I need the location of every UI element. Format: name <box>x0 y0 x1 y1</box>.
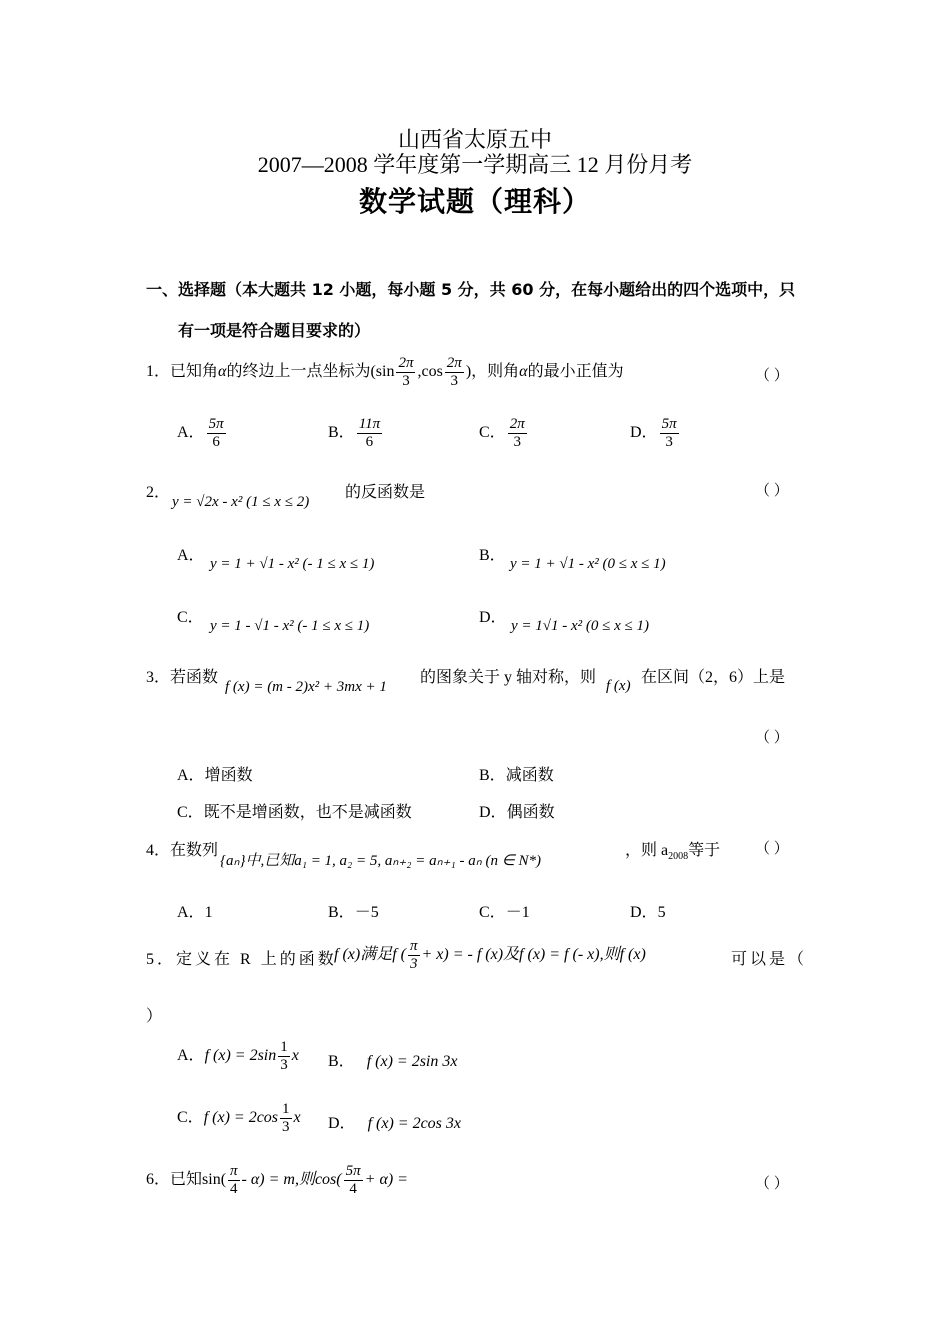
fraction-denominator: 4 <box>230 1181 238 1197</box>
question-text: 的最小正值为 <box>527 363 624 381</box>
fraction-numerator: π <box>409 938 418 954</box>
question-3-text-end: 在区间（2，6）上是 <box>641 669 786 686</box>
option-label: C． <box>479 904 506 921</box>
option-label: D． <box>630 424 658 442</box>
option-a-expr: y = 1 + √1 - x² (- 1 ≤ x ≤ 1) <box>210 556 375 572</box>
math-symbol: α <box>218 363 227 381</box>
fraction <box>445 356 464 389</box>
math-expr: f (x)满足f ( <box>334 946 406 964</box>
question-5 <box>146 946 337 969</box>
question-3 <box>146 664 218 687</box>
question-number: 3． <box>146 669 171 686</box>
question-text: 的终边上一点坐标为 <box>226 363 371 381</box>
option-a <box>177 762 253 785</box>
question-5-text-end: 可以是（ <box>731 951 808 968</box>
question-4-expr: {aₙ}中,已知a₁ = 1, a₂ = 5, aₙ₊₂ = aₙ₊₁ - aₙ (n ∈ N*) <box>220 853 542 869</box>
page-title: 数学试题（理科） <box>358 187 591 218</box>
option-d-label: D． <box>479 609 507 626</box>
fraction-numerator: 2π <box>509 416 525 432</box>
option-d <box>479 799 555 822</box>
math-expr: f (x) = 2sin 3x <box>366 1053 458 1070</box>
question-text: 已知角 <box>170 363 219 381</box>
option-b <box>328 417 384 450</box>
math-expr: f (x) = 2cos <box>203 1109 279 1127</box>
question-2-expr: y = √2x - x² (1 ≤ x ≤ 2) <box>172 494 310 510</box>
option-label: A． <box>177 767 205 784</box>
option-a <box>177 899 213 922</box>
question-5-expr <box>334 939 646 972</box>
fraction-denominator: 4 <box>349 1181 357 1197</box>
fraction-numerator: 5π <box>661 416 677 432</box>
option-c-label: C． <box>177 609 204 626</box>
option-text: －5 <box>354 904 379 921</box>
fraction-numerator: 2π <box>446 355 462 371</box>
option-d <box>630 899 666 922</box>
option-text: 减函数 <box>505 767 554 784</box>
question-text: ，则 a <box>625 842 669 859</box>
option-label: B． <box>328 424 355 442</box>
question-text: ，则角 <box>471 363 520 381</box>
question-2-text: 的反函数是 <box>345 484 426 501</box>
option-label: D． <box>479 804 507 821</box>
option-a <box>177 1040 299 1073</box>
option-c <box>177 1102 301 1135</box>
question-6 <box>146 1164 408 1197</box>
math-expr: x <box>293 1109 301 1127</box>
question-4-text <box>625 837 720 862</box>
math-expr: (sin <box>370 363 395 381</box>
fraction-denominator: 3 <box>280 1057 288 1073</box>
option-d-expr: y = 1√1 - x² (0 ≤ x ≤ 1) <box>511 618 650 634</box>
fraction-numerator: 2π <box>398 355 414 371</box>
option-text: 5 <box>657 904 666 921</box>
fraction-numerator: 1 <box>282 1101 290 1117</box>
option-text: 既不是增函数，也不是减函数 <box>203 804 412 821</box>
fraction <box>408 939 420 972</box>
fraction-denominator: 3 <box>409 956 418 972</box>
answer-blank: （ ） <box>755 368 789 384</box>
option-b <box>328 1048 457 1071</box>
question-text: 在数列 <box>170 842 219 859</box>
math-expr: ) <box>465 363 472 381</box>
question-text: 定义在 R 上的函数 <box>176 951 337 968</box>
math-symbol: α <box>519 363 528 381</box>
fraction-denominator: 3 <box>402 373 410 389</box>
fraction <box>278 1040 290 1073</box>
math-expr: + α) = <box>364 1171 408 1189</box>
option-b <box>328 899 379 922</box>
math-expr: f (x) = 2cos 3x <box>367 1115 461 1132</box>
math-expr: ,cos <box>417 363 443 381</box>
section-heading-cont: 有一项是符合题目要求的） <box>178 321 371 340</box>
question-number: 1． <box>146 363 171 381</box>
option-label: C． <box>479 424 506 442</box>
fraction <box>508 417 527 450</box>
option-d <box>630 417 681 450</box>
answer-blank: （ ） <box>755 730 789 746</box>
subscript: 2008 <box>668 851 689 863</box>
option-label: C． <box>177 1109 204 1127</box>
fraction <box>207 417 226 450</box>
fraction-denominator: 3 <box>450 373 459 389</box>
option-b-expr: y = 1 + √1 - x² (0 ≤ x ≤ 1) <box>510 556 666 572</box>
fraction-numerator: 5π <box>345 1163 361 1179</box>
question-3-fx: f (x) <box>606 678 631 694</box>
fraction <box>396 356 415 389</box>
option-label: C． <box>177 804 204 821</box>
fraction-denominator: 6 <box>212 434 220 450</box>
option-label: B． <box>479 767 506 784</box>
fraction <box>357 417 382 450</box>
math-expr: x <box>291 1047 299 1065</box>
fraction-denominator: 3 <box>282 1119 290 1135</box>
exam-term: 2007—2008 学年度第一学期高三 12 月份月考 <box>257 152 693 177</box>
question-text: 若函数 <box>170 669 219 686</box>
answer-blank: （ ） <box>755 483 789 499</box>
math-expr: - α) = m,则cos( <box>241 1171 342 1189</box>
option-label: B． <box>328 1053 355 1070</box>
question-text: 等于 <box>688 842 721 859</box>
question-3-text: 的图象关于 y 轴对称，则 <box>420 669 597 686</box>
section-heading: 一、选择题（本大题共 12 小题，每小题 5 分，共 60 分，在每小题给出的四个选项中，只 <box>146 280 796 299</box>
option-text: 增函数 <box>204 767 253 784</box>
option-text: 偶函数 <box>506 804 555 821</box>
fraction-numerator: 11π <box>358 416 381 432</box>
option-label: A． <box>177 904 205 921</box>
option-b-label: B． <box>479 547 506 564</box>
fraction <box>280 1102 292 1135</box>
math-expr: f (x) = 2sin <box>204 1047 277 1065</box>
fraction <box>660 417 679 450</box>
option-c <box>479 417 529 450</box>
option-c-expr: y = 1 - √1 - x² (- 1 ≤ x ≤ 1) <box>210 618 370 634</box>
question-1 <box>146 356 624 389</box>
math-expr: sin( <box>202 1171 227 1189</box>
option-a-label: A． <box>177 547 205 564</box>
answer-blank: （ ） <box>755 841 789 857</box>
option-label: D． <box>328 1115 356 1132</box>
question-2-number: 2． <box>146 484 171 501</box>
option-label: D． <box>630 904 658 921</box>
fraction-denominator: 3 <box>665 434 673 450</box>
option-text: 1 <box>204 904 213 921</box>
question-number: 4． <box>146 842 171 859</box>
fraction-numerator: π <box>230 1163 238 1179</box>
school-name: 山西省太原五中 <box>397 127 552 152</box>
fraction <box>228 1164 240 1197</box>
option-label: B． <box>328 904 355 921</box>
option-label: A． <box>177 424 205 442</box>
fraction-denominator: 6 <box>365 434 374 450</box>
question-4 <box>146 837 218 860</box>
option-text: －1 <box>505 904 530 921</box>
fraction <box>344 1164 363 1197</box>
option-c <box>177 799 412 822</box>
option-c <box>479 899 530 922</box>
option-b <box>479 762 554 785</box>
option-a <box>177 417 228 450</box>
fraction-denominator: 3 <box>513 434 521 450</box>
fraction-numerator: 1 <box>280 1039 288 1055</box>
question-5-tail: ） <box>146 1008 163 1025</box>
question-number: 5． <box>146 951 177 968</box>
answer-blank: （ ） <box>755 1176 789 1192</box>
question-3-expr: f (x) = (m - 2)x² + 3mx + 1 <box>225 679 387 695</box>
fraction-numerator: 5π <box>208 416 224 432</box>
question-number: 6． <box>146 1171 171 1189</box>
question-text: 已知 <box>170 1171 203 1189</box>
math-expr: + x) = - f (x)及f (x) = f (- x),则f (x) <box>421 946 646 964</box>
option-d <box>328 1110 461 1133</box>
option-label: A． <box>177 1047 205 1065</box>
